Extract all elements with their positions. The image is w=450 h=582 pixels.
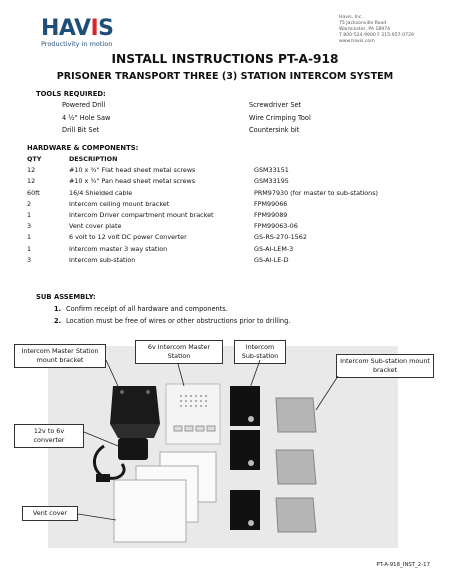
cell-description: #10 x ¾" Flat head sheet metal screws (69, 166, 196, 175)
cell-qty: 1 (27, 210, 32, 219)
cell-qty: 12 (27, 166, 36, 175)
list-number: 2. (54, 317, 62, 325)
cell-description: Intercom Driver compartment mount bracket (69, 210, 214, 219)
tool-item: Wire Crimping Tool (249, 113, 311, 122)
document-subtitle: PRISONER TRANSPORT THREE (3) STATION INTERCOM SYSTEM (56, 71, 394, 82)
cell-qty: 3 (27, 255, 32, 264)
cell-description: 6 volt to 12 volt DC power Converter (69, 233, 187, 242)
cell-qty: 2 (27, 199, 32, 208)
cell-description: 16/4 Shielded cable (69, 188, 133, 197)
cell-part-number: GS-AI-LE-D (254, 255, 289, 264)
cell-description: Intercom ceiling mount bracket (69, 199, 170, 208)
cell-part-number: FPM99089 (254, 210, 288, 219)
address-line: Warminster, PA 18974 (339, 27, 391, 32)
cell-description: Intercom master 3 way station (69, 244, 168, 253)
address-line: Havis, Inc. (339, 15, 363, 20)
tool-item: 4 ½" Hole Saw (62, 113, 111, 122)
tool-item: Countersink bit (249, 126, 300, 134)
cell-qty: 1 (27, 233, 32, 242)
cell-qty: 3 (27, 222, 32, 231)
cell-part-number: GS-AI-LEM-3 (254, 244, 294, 253)
tool-item: Powered Drill (62, 101, 106, 109)
callout-master-bracket: Intercom Master Station mount bracket (14, 344, 106, 368)
list-number: 1. (54, 305, 62, 313)
callout-converter: 12v to 6v converter (14, 424, 84, 448)
cell-description: #10 x ¾" Pan head sheet metal screws (69, 177, 196, 186)
cell-part-number: GSM33151 (254, 166, 289, 175)
callout-vent-cover: Vent cover (22, 506, 78, 521)
list-text: Location must be free of wires or other obstructions prior to drilling. (66, 317, 291, 325)
cell-description: Intercom sub-station (69, 255, 136, 264)
cell-description: Vent cover plate (69, 222, 122, 231)
tool-item: Screwdriver Set (249, 101, 302, 109)
cell-part-number: GSM33195 (254, 177, 289, 186)
cell-qty: 60ft (27, 188, 40, 197)
sub-assembly-heading: SUB ASSEMBLY: (36, 293, 96, 301)
column-header-description: DESCRIPTION (69, 155, 118, 163)
logo-wordmark: HAVIS (41, 16, 114, 41)
cell-qty: 12 (27, 177, 36, 186)
logo-tagline: Productivity in motion (41, 40, 113, 48)
cell-qty: 1 (27, 244, 32, 253)
cell-part-number: FPM99066 (254, 199, 288, 208)
callout-sub-station: Intercom Sub-station (234, 340, 286, 364)
callout-sub-bracket: Intercom Sub-station mount bracket (336, 354, 434, 378)
hardware-heading: HARDWARE & COMPONENTS: (27, 144, 139, 152)
callout-master-station: 6v Intercom Master Station (135, 340, 223, 364)
address-line: 75 Jacksonville Road (339, 21, 387, 26)
cell-part-number: GS-RS-270-1562 (254, 233, 307, 242)
column-header-qty: QTY (27, 155, 42, 163)
list-text: Confirm receipt of all hardware and components. (66, 305, 228, 313)
tool-item: Drill Bit Set (62, 126, 100, 134)
document-footer-code: PT-A-918_INST_2-17 (376, 562, 430, 568)
address-line: T 800-524-9900 F 215-957-0729 (339, 33, 414, 38)
tools-heading: TOOLS REQUIRED: (36, 90, 106, 98)
address-line: www.havis.com (339, 39, 375, 44)
document-title: INSTALL INSTRUCTIONS PT-A-918 (111, 52, 339, 66)
cell-part-number: FPM99063-06 (254, 222, 298, 231)
cell-part-number: PRM97930 (for master to sub-stations) (254, 188, 379, 197)
